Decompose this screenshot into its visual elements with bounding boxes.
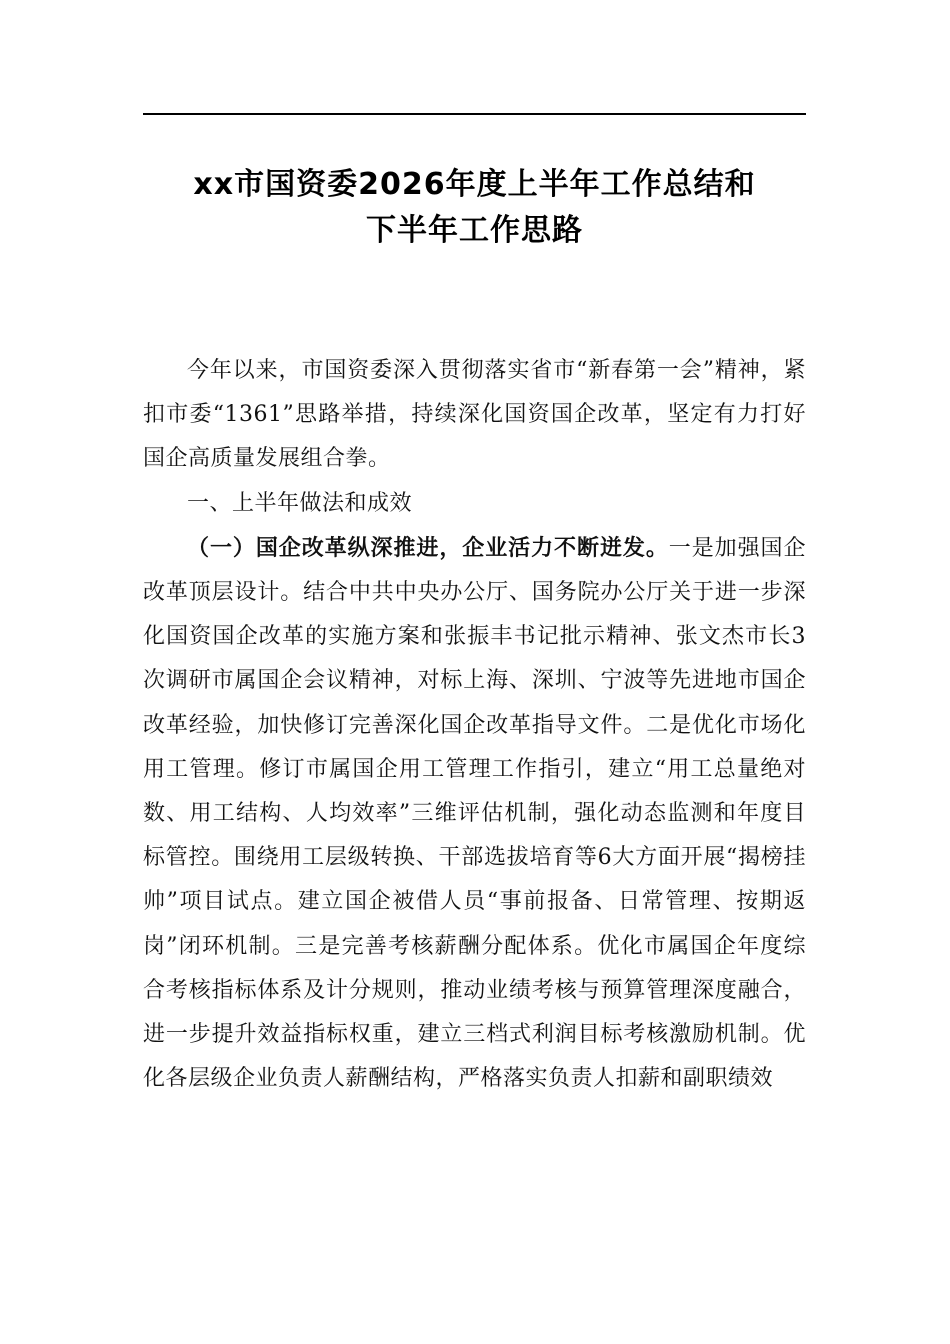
section-1-paragraph-1 — [143, 526, 806, 1102]
subsection-heading: （一）国企改革纵深推进，企业活力不断迸发。 — [187, 534, 669, 561]
document-title — [143, 162, 806, 254]
document-body — [143, 349, 806, 1101]
section-heading-1: 一、上半年做法和成效 — [187, 490, 413, 516]
title-line-1: xx市国资委2026年度上半年工作总结和 — [193, 167, 756, 202]
title-line-2: 下半年工作思路 — [366, 213, 583, 248]
subsection-body: 一是加强国企改革顶层设计。结合中共中央办公厅、国务院办公厅关于进一步深化国资国企改革的实施方案和张振丰书记批示精神、张文杰市长3次调研市属国企会议精神，对标上海、深圳、宁波等先进地市国企改革经验，加快修订完善深化国企改革指导文件。二是优化市场化用工管理。修订市属国企用工管理工作指引，建立“用工总量绝对数、用工结构、人均效率”三维评估机制，强化动态监测和年度目标管控。围绕用工层级转换、干部选拔培育等6大方面开展“揭榜挂帅”项目试点。建立国企被借人员“事前报备、日常管理、按期返岗”闭环机制。三是完善考核薪酬分配体系。优化市属国企年度综合考核指标体系及计分规则，推动业绩考核与预算管理深度融合，进一步提升效益指标权重，建立三档式利润目标考核激励机制。优化各层级企业负责人薪酬结构，严格落实负责人扣薪和副职绩效 — [143, 535, 806, 1092]
header-rule — [143, 113, 806, 115]
intro-paragraph: 今年以来，市国资委深入贯彻落实省市“新春第一会”精神，紧扣市委“1361”思路举措，持续深化国资国企改革，坚定有力打好国企高质量发展组合拳。 — [143, 358, 806, 472]
